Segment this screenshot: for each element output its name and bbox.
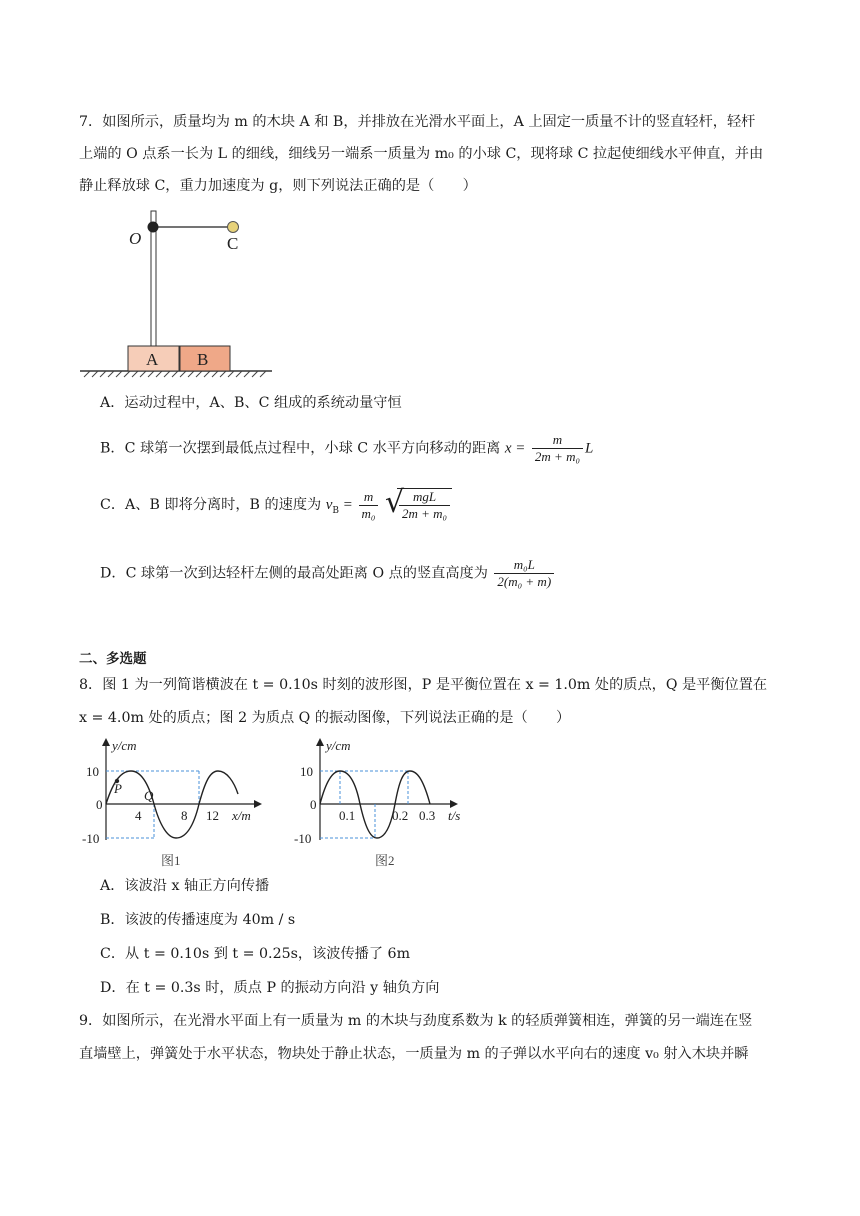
- q7-option-d-text: D．C 球第一次到达轻杆左侧的最高处距离 O 点的竖直高度为: [100, 565, 488, 582]
- fig1-caption: 图1: [161, 853, 181, 868]
- ball-c: [228, 222, 239, 233]
- q8-option-c[interactable]: C．从 t = 0.10s 到 t = 0.25s，该波传播了 6m: [100, 946, 411, 962]
- q7-stem-line-3: 静止释放球 C，重力加速度为 g，则下列说法正确的是（ ）: [79, 178, 477, 194]
- fig1-y-axis-label: y/cm: [112, 738, 137, 753]
- fig2-x-axis-label: t/s: [448, 808, 461, 823]
- pivot-o: [148, 222, 159, 233]
- q8-figure-2-vibration: [288, 734, 478, 872]
- q7-option-c-sqrt: √ $\frac{\text{mgL}}{\text{2m + m₀}}$: [385, 488, 452, 522]
- fig1-label-q: Q: [144, 788, 154, 803]
- fig1-x-tick-12: 12: [206, 808, 219, 823]
- q8-option-d[interactable]: D．在 t = 0.3s 时，质点 P 的振动方向沿 y 轴负方向: [100, 980, 440, 996]
- label-o: O: [129, 229, 142, 248]
- fig2-y-tick-0: 0: [310, 797, 317, 812]
- fig1-x-axis-label: x/m: [232, 808, 251, 823]
- fig1-label-p: P: [114, 781, 122, 796]
- q8-option-b[interactable]: B．该波的传播速度为 40m / s: [100, 912, 296, 928]
- q7-option-b[interactable]: B．C 球第一次摆到最低点过程中，小球 C 水平方向移动的距离 x = $\frac{m}{\text{2m + m₀}}$ L: [100, 432, 594, 464]
- block-b-label: B: [197, 350, 209, 369]
- q8-stem-line-1: 8．图 1 为一列简谐横波在 t = 0.10s 时刻的波形图，P 是平衡位置在 x = 1.0m 处的质点，Q 是平衡位置在: [79, 677, 768, 693]
- q7-stem-line-1: 7．如图所示，质量均为 m 的木块 A 和 B，并排放在光滑水平面上，A 上固定一质量不计的竖直轻杆，轻杆: [79, 114, 756, 130]
- fig2-y-axis-label: y/cm: [326, 738, 351, 753]
- q8-stem-line-2: x = 4.0m 处的质点；图 2 为质点 Q 的振动图像，下列说法正确的是（ ）: [79, 710, 571, 726]
- label-c: C: [227, 234, 239, 253]
- q7-option-d[interactable]: [100, 557, 556, 590]
- q7-option-b-text: B．C 球第一次摆到最低点过程中，小球 C 水平方向移动的距离: [100, 440, 501, 457]
- q7-option-d-fraction: $\frac{\text{m₀L}}{\text{2(m₀ + m)}}$: [494, 557, 554, 590]
- q9-stem-line-1: 9．如图所示，在光滑水平面上有一质量为 m 的木块与劲度系数为 k 的轻质弹簧相连，弹簧的另一端连在竖: [79, 1013, 753, 1029]
- fig2-y-tick-neg10: -10: [294, 831, 312, 846]
- q7-option-b-lhs: x =: [504, 440, 526, 457]
- q9-stem-line-2: 直墙壁上，弹簧处于水平状态，物块处于静止状态，一质量为 m 的子弹以水平向右的速度 v₀ 射入木块并瞬: [79, 1046, 749, 1062]
- q7-option-c-text: C．A、B 即将分离时，B 的速度为: [100, 497, 322, 513]
- section-heading: 二、多选题: [79, 651, 147, 667]
- fig2-x-tick-0.3: 0.3: [419, 808, 436, 823]
- fig1-y-tick-neg10: -10: [82, 831, 100, 846]
- q7-option-a[interactable]: A．运动过程中，A、B、C 组成的系统动量守恒: [100, 395, 402, 411]
- fig2-caption: 图2: [375, 853, 395, 868]
- block-a-label: A: [146, 350, 159, 369]
- fig1-x-tick-8: 8: [181, 808, 188, 823]
- q8-option-a[interactable]: A．该波沿 x 轴正方向传播: [100, 878, 270, 894]
- q7-option-c[interactable]: C．A、B 即将分离时，B 的速度为 $v_B$ = $\frac{m}{\text{m₀}}$ √ $\frac{\text{mgL}}{\text{2m + m₀}}$: [100, 488, 452, 522]
- fig1-x-tick-4: 4: [135, 808, 142, 823]
- q7-option-b-fraction: $\frac{m}{\text{2m + m₀}}$: [532, 432, 583, 465]
- fig1-y-tick-0: 0: [96, 797, 103, 812]
- fig2-x-tick-0.1: 0.1: [339, 808, 356, 823]
- fig1-y-tick-10: 10: [86, 764, 99, 779]
- q7-stem-line-2: 上端的 O 点系一长为 L 的细线，细线另一端系一质量为 m₀ 的小球 C，现将球 C 拉起使细线水平伸直，并由: [79, 146, 764, 162]
- fig2-x-tick-0.2: 0.2: [392, 808, 409, 823]
- q7-option-c-fraction: $\frac{m}{\text{m₀}}$: [359, 489, 379, 522]
- q7-figure-pendulum: [76, 205, 276, 380]
- fig2-y-tick-10: 10: [300, 764, 313, 779]
- q8-figure-1-waveform: [78, 734, 268, 872]
